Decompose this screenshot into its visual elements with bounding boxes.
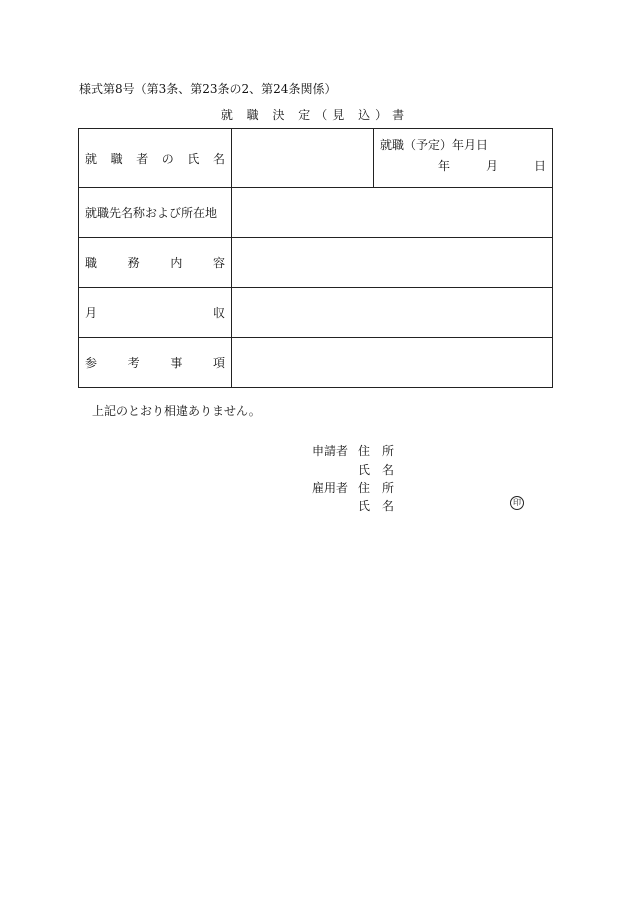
- employment-date-label: 就職（予定）年月日: [380, 138, 489, 152]
- applicant-label: 申請者: [312, 444, 349, 458]
- label-char: 職: [110, 151, 123, 166]
- date-day-label: 日: [533, 159, 546, 173]
- table-row-duties: [79, 238, 553, 288]
- label-char: 考: [127, 356, 140, 370]
- employer-label: 就職先名称および所在地: [79, 188, 232, 238]
- table-row-employee-name: [79, 129, 553, 188]
- form-number: 様式第8号（第3条、第23条の2、第24条関係）: [79, 82, 337, 96]
- label-char: 名: [212, 151, 225, 166]
- notes-label: [79, 338, 232, 388]
- employer-signer-label: 雇用者: [312, 481, 349, 495]
- applicant-name-label: 氏 名: [358, 463, 395, 477]
- label-char: 月: [85, 306, 98, 320]
- income-field[interactable]: [232, 288, 553, 338]
- label-char: 容: [212, 256, 225, 270]
- employer-field[interactable]: [232, 188, 553, 238]
- label-char: 者: [136, 151, 149, 166]
- date-month-label: 月: [485, 159, 498, 173]
- label-char: の: [161, 151, 174, 166]
- employment-date-field[interactable]: [374, 129, 553, 188]
- label-char: 務: [127, 256, 140, 270]
- employee-name-field[interactable]: [232, 129, 374, 188]
- label-char: 項: [212, 356, 225, 370]
- table-row-income: [79, 288, 553, 338]
- employer-name-label: 氏 名: [358, 499, 395, 513]
- label-char: 内: [170, 256, 183, 270]
- date-year-label: 年: [437, 159, 450, 173]
- income-label: [79, 288, 232, 338]
- label-char: 職: [85, 256, 98, 270]
- label-char: 就: [85, 151, 98, 166]
- applicant-address-label: 住 所: [358, 444, 395, 458]
- employer-address-label: 住 所: [358, 481, 395, 495]
- notes-field[interactable]: [232, 338, 553, 388]
- employee-name-label: [79, 129, 232, 188]
- label-char: 事: [170, 356, 183, 370]
- duties-label: [79, 238, 232, 288]
- table-row-employer: [79, 188, 553, 238]
- label-char: 氏: [187, 151, 200, 166]
- table-row-notes: [79, 338, 553, 388]
- confirmation-statement: 上記のとおり相違ありません。: [92, 404, 261, 418]
- label-char: 収: [212, 306, 225, 320]
- label-char: 参: [85, 356, 98, 370]
- employment-form-table: [78, 128, 553, 388]
- duties-field[interactable]: [232, 238, 553, 288]
- seal-mark: 印: [510, 496, 524, 510]
- document-title: 就 職 決 定（見 込）書: [220, 108, 410, 122]
